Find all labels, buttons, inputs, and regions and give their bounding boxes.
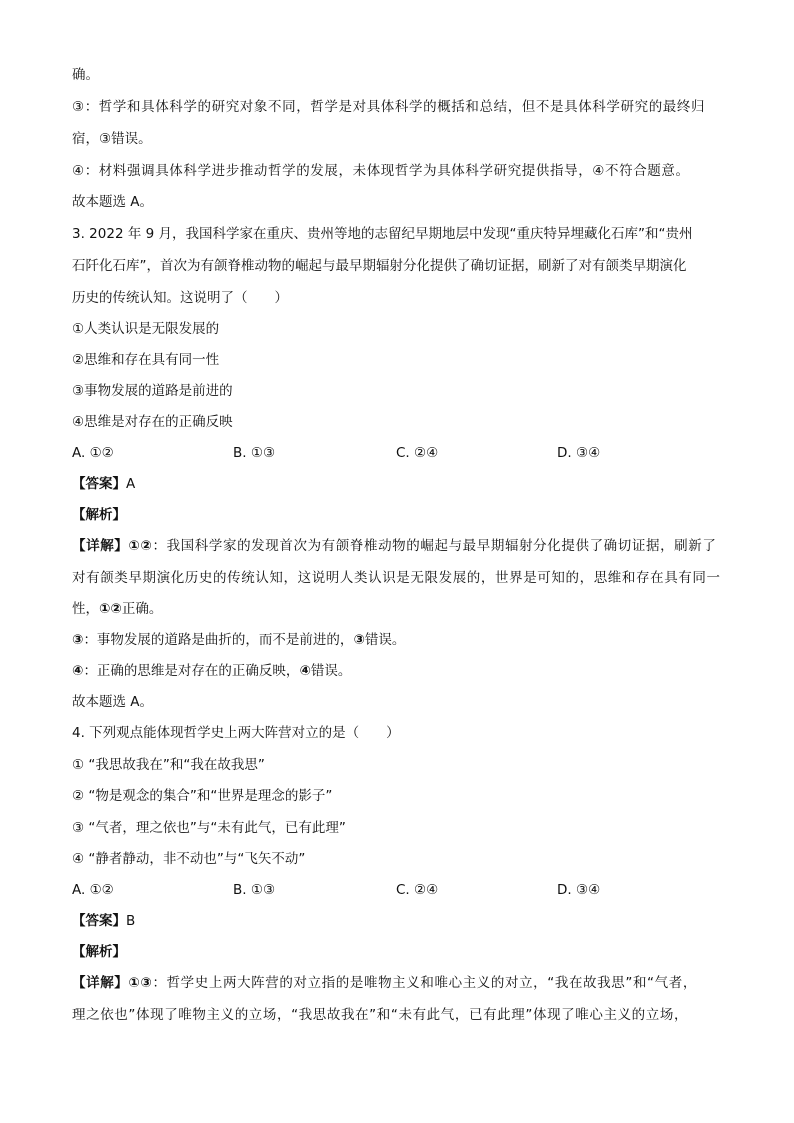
text-line: 确。: [72, 67, 99, 83]
detail-tag: 【详解】: [72, 975, 129, 991]
detail-line: [72, 600, 732, 618]
question-stem: 历史的传统认知。这说明了（ ）: [72, 290, 288, 306]
question-item: ③ “气者，理之依也”与“未有此气，已有此理”: [72, 820, 346, 836]
detail-line: [72, 537, 732, 555]
detail-number: ④: [72, 663, 84, 679]
option-c: C. ②④: [396, 882, 439, 898]
question-item: ② “物是观念的集合”和“世界是理念的影子”: [72, 788, 333, 804]
detail-text: 正确。: [121, 601, 163, 617]
detail-text: ：正确的思维是对存在的正确反映，: [83, 663, 300, 679]
option-c: C. ②④: [396, 445, 439, 461]
text-line: ③：哲学和具体科学的研究对象不同，哲学是对具体科学的概括和总结，但不是具体科学研究的最终归: [72, 99, 706, 115]
detail-number: ③: [72, 632, 84, 648]
answer-line: [72, 912, 732, 930]
detail-line: [72, 974, 732, 992]
text-line: ④：材料强调具体科学进步推动哲学的发展，未体现哲学为具体科学研究提供指导，④不符合题意。: [72, 163, 690, 179]
question-item: ④ “静者静动，非不动也”与“飞矢不动”: [72, 851, 306, 867]
detail-line: [72, 662, 732, 680]
detail-text: ：事物发展的道路是曲折的，而不是前进的，: [83, 632, 354, 648]
option-d: D. ③④: [557, 445, 601, 461]
answer-tag: 【答案】: [72, 913, 126, 929]
analysis-label: 【解析】: [72, 944, 126, 960]
question-item: ③事物发展的道路是前进的: [72, 383, 233, 399]
answer-value: A: [126, 476, 136, 492]
analysis-label: 【解析】: [72, 507, 126, 523]
option-b: B. ①③: [233, 882, 276, 898]
detail-text: 错误。: [310, 663, 352, 679]
detail-number: ①③: [128, 975, 153, 991]
detail-number: ④: [299, 663, 311, 679]
question-item: ②思维和存在具有同一性: [72, 352, 220, 368]
answer-line: [72, 475, 732, 493]
analysis-tag: [72, 506, 732, 524]
option-b: B. ①③: [233, 445, 276, 461]
detail-text: 错误。: [364, 632, 406, 648]
option-a: A. ①②: [72, 445, 114, 461]
answer-tag: 【答案】: [72, 476, 126, 492]
answer-value: B: [126, 913, 136, 929]
question-item: ④思维是对存在的正确反映: [72, 414, 233, 430]
text-line: 宿，③错误。: [72, 131, 152, 147]
option-a: A. ①②: [72, 882, 114, 898]
question-stem: 4. 下列观点能体现哲学史上两大阵营对立的是（ ）: [72, 725, 400, 741]
detail-line: [72, 631, 732, 649]
text-line: 故本题选 A。: [72, 194, 154, 210]
detail-line: 理之依也”体现了唯物主义的立场，“我思故我在”和“未有此气，已有此理”体现了唯心主义的立场，: [72, 1007, 689, 1023]
detail-text: 性，: [72, 601, 99, 617]
detail-number: ①②: [99, 601, 122, 617]
question-stem: 石阡化石库”，首次为有颌脊椎动物的崛起与最早期辐射分化提供了确切证据，刷新了对有颌类早期演化: [72, 258, 687, 274]
detail-line: 对有颌类早期演化历史的传统认知，这说明人类认识是无限发展的，世界是可知的，思维和存在具有同一: [72, 570, 721, 586]
detail-text: ：哲学史上两大阵营的对立指的是唯物主义和唯心主义的对立，“我在故我思”和“气者，: [152, 975, 697, 991]
option-d: D. ③④: [557, 882, 601, 898]
analysis-tag: [72, 943, 732, 961]
question-item: ①人类认识是无限发展的: [72, 321, 220, 337]
detail-number: ③: [353, 632, 365, 648]
detail-text: ：我国科学家的发现首次为有颌脊椎动物的崛起与最早期辐射分化提供了确切证据，刷新了: [152, 538, 717, 554]
conclusion-line: 故本题选 A。: [72, 694, 154, 710]
detail-tag: 【详解】: [72, 538, 129, 554]
question-stem: 3. 2022 年 9 月，我国科学家在重庆、贵州等地的志留纪早期地层中发现“重庆特异埋藏化石库”和“贵州: [72, 226, 693, 242]
detail-number: ①②: [128, 538, 153, 554]
question-item: ① “我思故我在”和“我在故我思”: [72, 757, 265, 773]
